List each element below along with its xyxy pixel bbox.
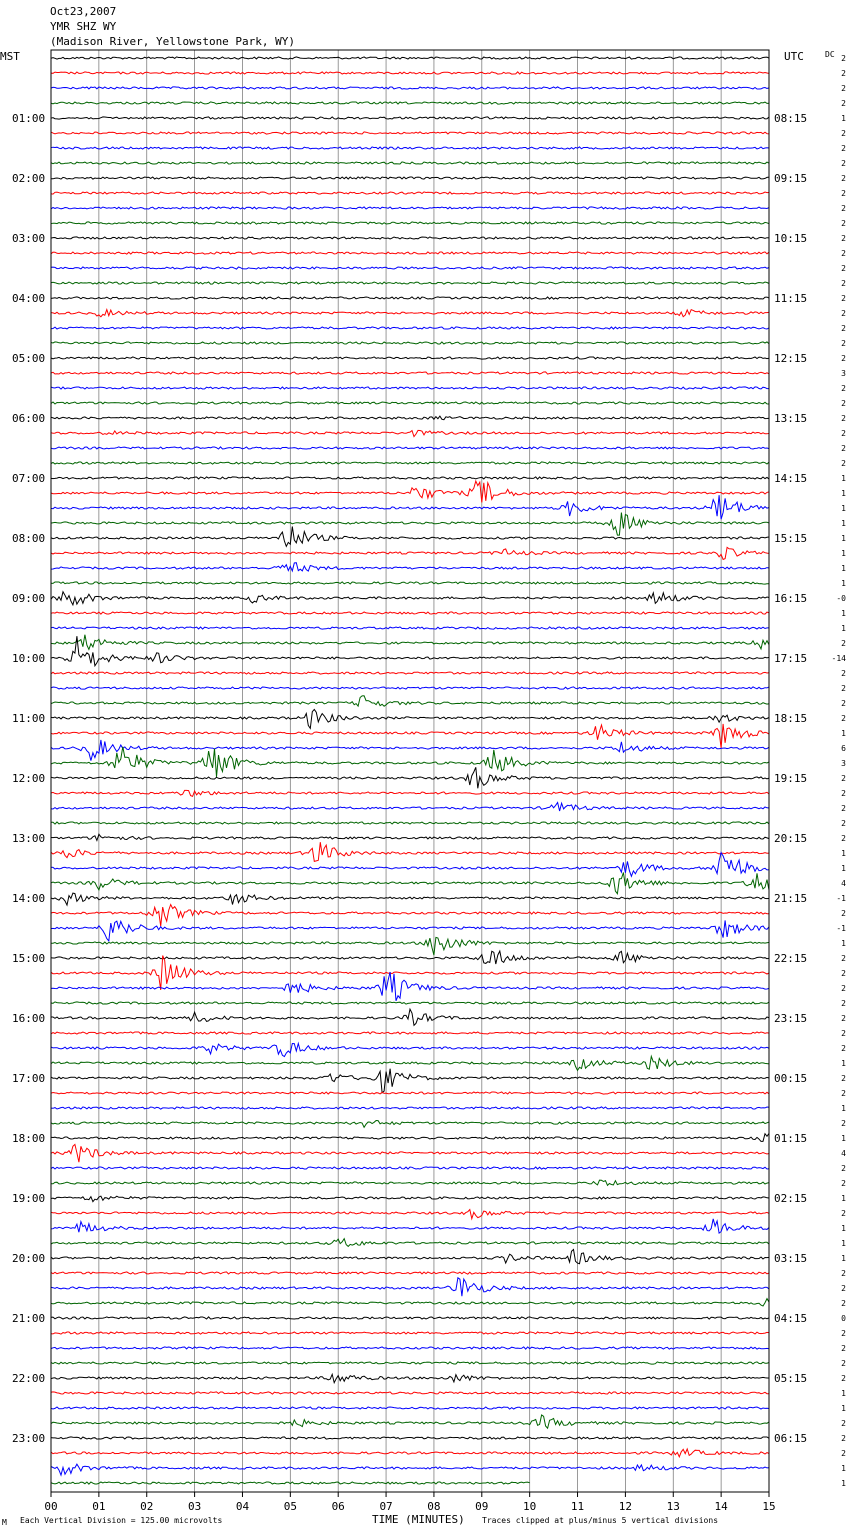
right-hour-label: 06:15 [774, 1432, 808, 1445]
seismic-trace [51, 853, 769, 877]
dc-offset-value: 2 [841, 774, 846, 783]
dc-offset-value: 2 [841, 264, 846, 273]
right-hour-label: 15:15 [774, 532, 808, 545]
dc-offset-value: 2 [841, 1164, 846, 1173]
seismic-trace [51, 905, 769, 927]
left-hour-label: 18:00 [12, 1132, 46, 1145]
seismic-trace [51, 252, 769, 254]
seismic-trace [51, 627, 769, 629]
dc-offset-value: 1 [841, 1254, 846, 1263]
dc-offset-value: 1 [841, 864, 846, 873]
left-hour-label: 05:00 [12, 352, 46, 365]
dc-offset-value: 2 [841, 834, 846, 843]
dc-offset-value: 2 [841, 1344, 846, 1353]
seismic-trace [51, 740, 769, 761]
right-hour-label: 02:15 [774, 1192, 808, 1205]
right-hour-label: 21:15 [774, 892, 808, 905]
dc-offset-value: 2 [841, 1329, 846, 1338]
seismic-trace [51, 462, 769, 464]
seismic-trace [51, 1299, 769, 1306]
seismic-trace [51, 1449, 769, 1457]
seismic-trace [51, 527, 769, 547]
left-hour-label: 02:00 [12, 172, 46, 185]
seismic-trace [51, 1437, 769, 1439]
seismic-trace [51, 477, 769, 479]
station-label: YMR SHZ WY [50, 20, 117, 33]
dc-offset-value: 2 [841, 1374, 846, 1383]
seismic-trace [51, 1250, 769, 1264]
dc-offset-value: 0 [841, 1314, 846, 1323]
seismic-trace [51, 1180, 769, 1185]
left-hour-label: 07:00 [12, 472, 46, 485]
seismic-trace [51, 1002, 769, 1004]
right-hour-label: 17:15 [774, 652, 808, 665]
dc-offset-value: 1 [841, 939, 846, 948]
seismic-trace [51, 1407, 769, 1409]
seismic-trace [51, 1278, 769, 1296]
seismic-trace [51, 372, 769, 374]
dc-offset-value: 2 [841, 1449, 846, 1458]
dc-offset-value: 2 [841, 279, 846, 288]
dc-offset-value: 1 [841, 579, 846, 588]
right-hour-label: 18:15 [774, 712, 808, 725]
dc-offset-value: 2 [841, 84, 846, 93]
seismic-trace [51, 592, 769, 605]
right-hour-label: 00:15 [774, 1072, 808, 1085]
seismic-trace [51, 117, 769, 119]
dc-offset-value: -1 [836, 924, 846, 933]
dc-offset-value: 2 [841, 789, 846, 798]
right-hour-label: 04:15 [774, 1312, 808, 1325]
x-tick-label: 02 [140, 1500, 154, 1513]
seismic-trace [51, 842, 769, 861]
seismic-trace [51, 147, 769, 149]
seismic-trace [51, 1032, 769, 1034]
dc-offset-value: 3 [841, 369, 846, 378]
right-hour-label: 14:15 [774, 472, 808, 485]
left-hour-label: 10:00 [12, 652, 46, 665]
seismic-trace [51, 267, 769, 269]
dc-offset-value: 1 [841, 534, 846, 543]
dc-offset-value: 2 [841, 249, 846, 258]
x-tick-label: 08 [427, 1500, 441, 1513]
seismic-trace [51, 635, 769, 650]
seismic-trace [51, 222, 769, 224]
seismic-trace [51, 563, 769, 571]
right-hour-label: 20:15 [774, 832, 808, 845]
left-hour-label: 22:00 [12, 1372, 46, 1385]
seismic-trace [51, 481, 769, 502]
dc-offset-value: 2 [841, 999, 846, 1008]
dc-offset-value: 2 [841, 99, 846, 108]
location-label: (Madison River, Yellowstone Park, WY) [50, 35, 296, 48]
seismic-trace [51, 767, 769, 788]
seismic-trace [51, 873, 769, 894]
seismic-trace [51, 342, 769, 344]
left-hour-label: 15:00 [12, 952, 46, 965]
right-hour-label: 13:15 [774, 412, 808, 425]
seismic-trace [51, 1167, 769, 1169]
dc-offset-value: 2 [841, 234, 846, 243]
dc-offset-value: 2 [841, 1299, 846, 1308]
left-hour-label: 14:00 [12, 892, 46, 905]
dc-offset-value: 2 [841, 324, 846, 333]
dc-offset-value: 1 [841, 849, 846, 858]
seismic-trace [51, 513, 769, 536]
seismic-trace [51, 327, 769, 329]
seismic-trace [51, 416, 769, 420]
x-tick-label: 06 [331, 1500, 345, 1513]
dc-offset-value: 6 [841, 744, 846, 753]
seismic-trace [51, 1144, 769, 1162]
right-hour-label: 22:15 [774, 952, 808, 965]
dc-offset-value: 2 [841, 1419, 846, 1428]
right-hour-label: 09:15 [774, 172, 808, 185]
dc-offset-value: 2 [841, 294, 846, 303]
seismic-trace [51, 893, 769, 905]
dc-offset-value: 1 [841, 1389, 846, 1398]
dc-offset-value: 1 [841, 1224, 846, 1233]
dc-offset-value: 1 [841, 1239, 846, 1248]
dc-offset-value: 2 [841, 399, 846, 408]
dc-offset-value: 1 [841, 489, 846, 498]
seismic-trace [51, 207, 769, 209]
dc-offset-value: 2 [841, 309, 846, 318]
seismic-trace [51, 672, 769, 674]
dc-offset-value: 1 [841, 504, 846, 513]
right-time-labels [774, 112, 807, 1445]
seismic-trace [51, 1210, 769, 1219]
dc-offset-value: 2 [841, 444, 846, 453]
seismic-trace [51, 1317, 769, 1319]
clip-note: Traces clipped at plus/minus 5 vertical divisions [482, 1516, 719, 1525]
seismic-trace [51, 87, 769, 89]
dc-offset-value: 2 [841, 354, 846, 363]
dc-offset-value: 1 [841, 114, 846, 123]
left-hour-label: 06:00 [12, 412, 46, 425]
dc-offset-value: 3 [841, 759, 846, 768]
dc-offset-value: 2 [841, 954, 846, 963]
right-timezone-label: UTC [784, 50, 804, 63]
dc-header-label: DC [825, 50, 835, 59]
dc-offset-value: 2 [841, 1209, 846, 1218]
dc-offset-value: 1 [841, 729, 846, 738]
left-hour-label: 09:00 [12, 592, 46, 605]
right-hour-label: 10:15 [774, 232, 808, 245]
plot-frame [51, 50, 769, 1492]
dc-offset-value: 2 [841, 684, 846, 693]
seismic-trace [51, 72, 769, 74]
seismic-trace [51, 1121, 769, 1128]
dc-offset-value: 1 [841, 474, 846, 483]
dc-offset-value: 1 [841, 624, 846, 633]
x-tick-label: 04 [235, 1500, 250, 1513]
dc-offset-value: 2 [841, 669, 846, 678]
seismic-trace [51, 709, 769, 728]
seismic-trace [51, 1044, 769, 1057]
seismic-trace [51, 696, 769, 706]
seismic-trace [51, 1219, 769, 1233]
left-hour-label: 04:00 [12, 292, 46, 305]
x-tick-label: 10 [523, 1500, 537, 1513]
dc-offset-value: 4 [841, 879, 846, 888]
dc-offset-value: 1 [841, 564, 846, 573]
left-hour-label: 16:00 [12, 1012, 46, 1025]
dc-offset-value: -1 [836, 894, 846, 903]
dc-offset-value: 1 [841, 519, 846, 528]
right-hour-label: 08:15 [774, 112, 808, 125]
seismic-trace [51, 790, 769, 796]
dc-offset-value: 2 [841, 189, 846, 198]
x-tick-label: 01 [92, 1500, 106, 1513]
dc-offset-value: 2 [841, 699, 846, 708]
dc-offset-value: 1 [841, 609, 846, 618]
dc-offset-value: 2 [841, 1029, 846, 1038]
seismic-trace [51, 402, 769, 404]
seismic-trace [51, 1092, 769, 1094]
right-hour-label: 11:15 [774, 292, 808, 305]
left-timezone-label: MST [0, 50, 20, 63]
dc-offset-value: 2 [841, 1044, 846, 1053]
scale-note: Each Vertical Division = 125.00 microvolts [20, 1516, 223, 1525]
seismic-trace [51, 162, 769, 164]
seismic-trace [51, 803, 769, 812]
left-hour-label: 20:00 [12, 1252, 46, 1265]
dc-offset-value: 2 [841, 414, 846, 423]
x-tick-label: 14 [714, 1500, 728, 1513]
dc-offset-value: 2 [841, 1269, 846, 1278]
dc-offset-value: 2 [841, 174, 846, 183]
seismic-trace [51, 1272, 769, 1274]
seismic-trace [51, 1347, 769, 1349]
right-hour-label: 23:15 [774, 1012, 808, 1025]
dc-offset-labels [832, 54, 847, 1488]
seismic-trace [51, 1107, 769, 1109]
x-tick-label: 03 [187, 1500, 202, 1513]
right-hour-label: 12:15 [774, 352, 808, 365]
seismic-trace [51, 132, 769, 134]
left-hour-label: 19:00 [12, 1192, 46, 1205]
dc-offset-value: 2 [841, 339, 846, 348]
seismic-trace [51, 387, 769, 389]
right-hour-label: 05:15 [774, 1372, 808, 1385]
seismic-trace [51, 1362, 769, 1364]
seismic-trace [51, 1056, 769, 1070]
seismic-trace [51, 582, 769, 584]
dc-offset-value: 2 [841, 144, 846, 153]
dc-offset-value: 2 [841, 1119, 846, 1128]
seismic-trace [51, 547, 769, 559]
x-tick-label: 07 [379, 1500, 393, 1513]
seismic-trace [51, 951, 769, 964]
left-hour-label: 12:00 [12, 772, 46, 785]
left-hour-label: 21:00 [12, 1312, 46, 1325]
dc-offset-value: 2 [841, 804, 846, 813]
dc-offset-value: 2 [841, 219, 846, 228]
seismic-trace [51, 57, 769, 59]
seismic-trace [51, 1239, 769, 1247]
dc-offset-value: 2 [841, 429, 846, 438]
dc-offset-value: 1 [841, 1059, 846, 1068]
seismic-trace [51, 1392, 769, 1394]
seismic-trace [51, 687, 769, 689]
seismic-trace [51, 1464, 769, 1475]
seismic-trace [51, 357, 769, 359]
x-tick-label: 05 [283, 1500, 297, 1513]
seismic-trace [51, 310, 769, 317]
x-tick-labels [44, 1492, 775, 1513]
seismic-trace [51, 1009, 769, 1025]
dc-offset-value: 2 [841, 1284, 846, 1293]
seismic-trace [51, 747, 769, 777]
right-hour-label: 19:15 [774, 772, 808, 785]
seismic-trace [51, 920, 769, 941]
dc-offset-value: 2 [841, 714, 846, 723]
seismic-trace [51, 1069, 769, 1093]
seismic-trace [51, 1374, 769, 1382]
dc-offset-value: 1 [841, 1479, 846, 1488]
dc-offset-value: 1 [841, 1194, 846, 1203]
seismic-trace [51, 834, 769, 840]
seismic-trace [51, 297, 769, 299]
left-hour-label: 08:00 [12, 532, 46, 545]
seismic-trace [51, 430, 769, 436]
seismic-trace [51, 102, 769, 104]
left-hour-label: 11:00 [12, 712, 46, 725]
seismic-trace [51, 1196, 769, 1202]
dc-offset-value: 2 [841, 459, 846, 468]
dc-offset-value: 2 [841, 54, 846, 63]
seismic-trace [51, 177, 769, 179]
dc-offset-value: 4 [841, 1149, 846, 1158]
seismic-trace [51, 192, 769, 194]
x-tick-label: 13 [666, 1500, 680, 1513]
x-tick-label: 15 [762, 1500, 776, 1513]
dc-offset-value: -14 [831, 654, 846, 663]
dc-offset-value: 2 [841, 204, 846, 213]
dc-offset-value: 2 [841, 639, 846, 648]
dc-offset-value: 2 [841, 969, 846, 978]
seismic-trace [51, 724, 769, 748]
seismic-trace [51, 282, 769, 284]
dc-offset-value: 2 [841, 69, 846, 78]
dc-offset-value: 2 [841, 129, 846, 138]
right-hour-label: 16:15 [774, 592, 808, 605]
seismic-trace [51, 937, 769, 955]
right-hour-label: 01:15 [774, 1132, 808, 1145]
seismic-trace [51, 636, 769, 666]
x-tick-label: 11 [570, 1500, 585, 1513]
dc-offset-value: 2 [841, 1014, 846, 1023]
dc-offset-value: 1 [841, 1464, 846, 1473]
seismic-trace [51, 495, 769, 519]
footer-marker: M [2, 1518, 7, 1527]
seismic-trace [51, 822, 769, 824]
dc-offset-value: 2 [841, 1359, 846, 1368]
dc-offset-value: 1 [841, 1104, 846, 1113]
x-tick-label: 12 [618, 1500, 633, 1513]
x-tick-label: 09 [475, 1500, 489, 1513]
seismic-trace [51, 956, 769, 990]
x-axis-label: TIME (MINUTES) [372, 1513, 465, 1526]
dc-offset-value: 2 [841, 1074, 846, 1083]
left-hour-label: 01:00 [12, 112, 46, 125]
left-hour-label: 13:00 [12, 832, 46, 845]
left-time-labels [12, 112, 45, 1445]
dc-offset-value: 2 [841, 1089, 846, 1098]
seismic-trace [51, 237, 769, 239]
plot-border [51, 50, 769, 1492]
seismic-trace [51, 1415, 769, 1428]
left-hour-label: 03:00 [12, 232, 46, 245]
dc-offset-value: 2 [841, 909, 846, 918]
dc-offset-value: -0 [836, 594, 846, 603]
seismic-trace [51, 1332, 769, 1334]
dc-offset-value: 2 [841, 1434, 846, 1443]
left-hour-label: 17:00 [12, 1072, 46, 1085]
dc-offset-value: 2 [841, 984, 846, 993]
dc-offset-value: 1 [841, 1134, 846, 1143]
dc-offset-value: 2 [841, 384, 846, 393]
dc-offset-value: 1 [841, 549, 846, 558]
seismic-trace [51, 1133, 769, 1141]
seismic-trace [51, 447, 769, 449]
x-tick-label: 00 [44, 1500, 58, 1513]
dc-offset-value: 2 [841, 1179, 846, 1188]
date-label: Oct23,2007 [50, 5, 117, 18]
dc-offset-value: 2 [841, 159, 846, 168]
right-hour-label: 03:15 [774, 1252, 808, 1265]
seismic-trace [51, 612, 769, 614]
dc-offset-value: 1 [841, 1404, 846, 1413]
left-hour-label: 23:00 [12, 1432, 46, 1445]
dc-offset-value: 2 [841, 819, 846, 828]
minute-grid [51, 50, 769, 1492]
traces [51, 57, 769, 1484]
